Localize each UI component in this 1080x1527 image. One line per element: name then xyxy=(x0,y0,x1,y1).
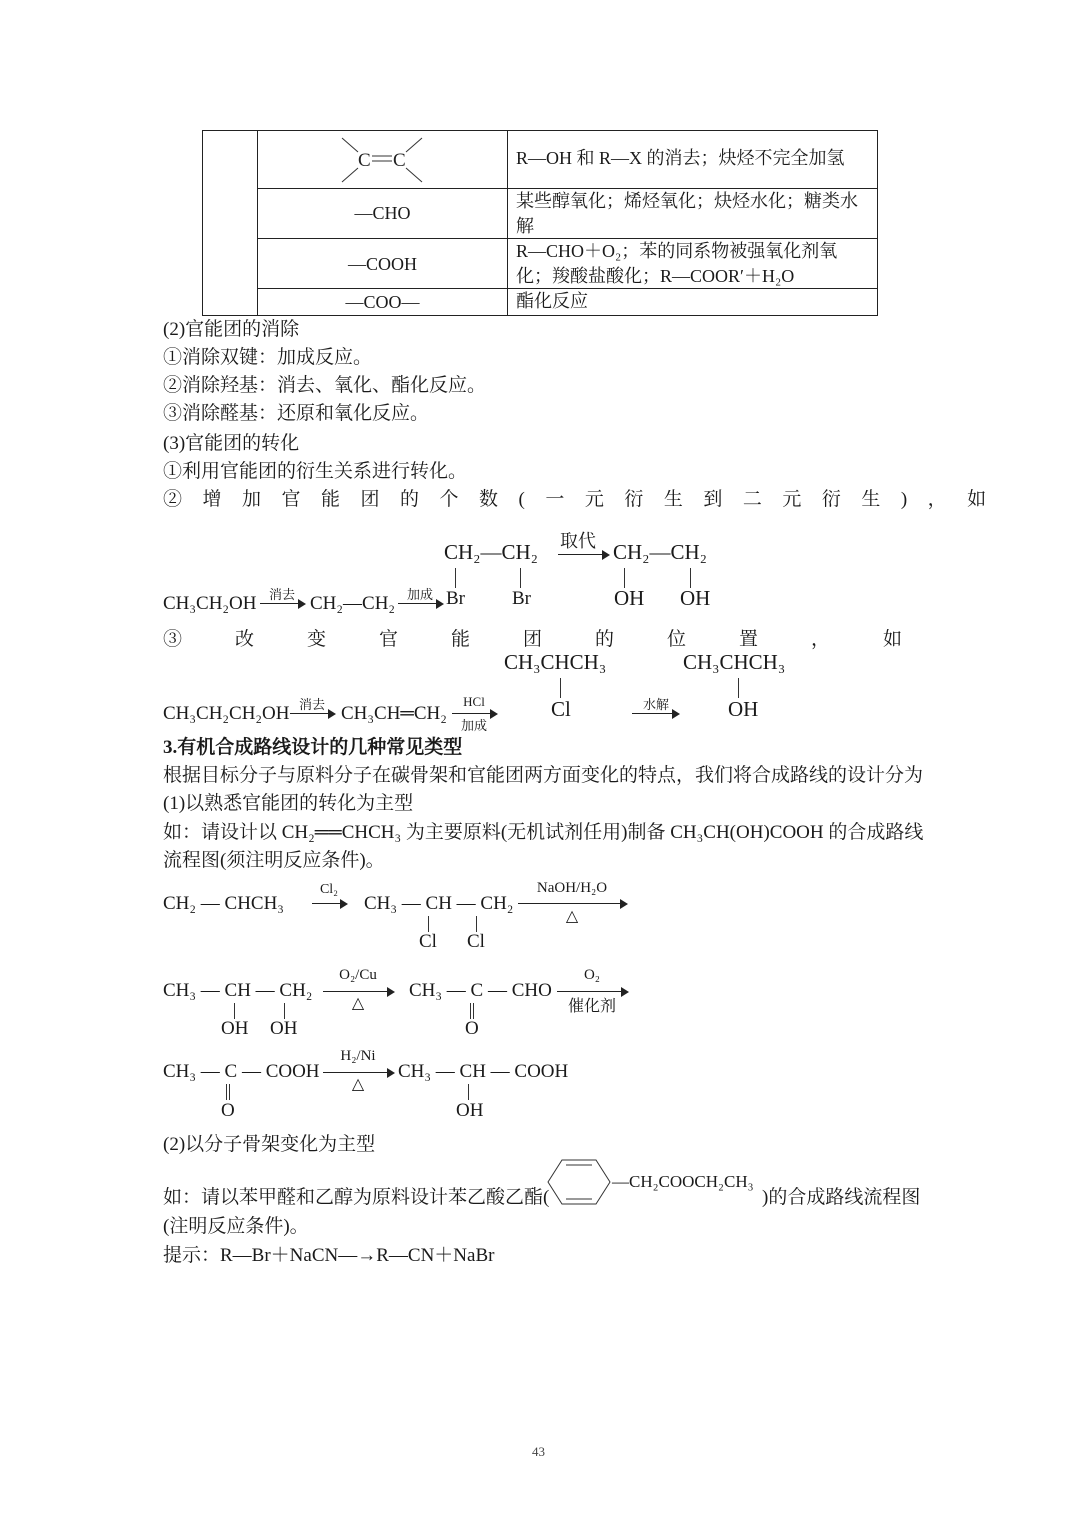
hint: 提示：R—Br＋NaCN—→R—CN＋NaBr xyxy=(163,1245,495,1266)
example-1-line-1: 如：请设计以 CH₂══CHCH₃ 为主要原料(无机试剂任用)制备 CH₃CH(OH)COOH 的合成路线 xyxy=(163,822,924,843)
section-2-item-3: ③消除醛基：还原和氧化反应。 xyxy=(163,403,430,424)
route-arrow-1 xyxy=(312,899,348,909)
eq2-arrow-2-bottom: 加成 xyxy=(460,718,487,733)
route-arrow-5-bottom: △ xyxy=(351,1076,365,1093)
eq1-arrow-2-label: 加成 xyxy=(406,587,433,602)
eq1-dibromo: CH₂—CH₂ xyxy=(444,540,538,564)
route-arrow-3-bottom: △ xyxy=(351,995,365,1012)
route-oh-2: OH xyxy=(270,1018,298,1039)
eq2-arrow-1-label: 消去 xyxy=(298,697,325,712)
route-cl-2: Cl xyxy=(467,931,485,952)
table-row-2-desc: 某些醇氧化；烯烃氧化；炔烃水化；糖类水解 xyxy=(516,191,858,236)
eq2-propene: CH₃CH═CH₂ xyxy=(341,703,447,724)
eq1-oh-1: OH xyxy=(614,586,645,610)
route-arrow-1-label: Cl₂ xyxy=(319,882,339,897)
type-1-title: (1)以熟悉官能团的转化为主型 xyxy=(163,793,414,814)
eq1-arrow-1-label: 消去 xyxy=(268,587,295,602)
table-row-3-desc: R—CHO＋O₂；苯的同系物被强氧化剂氧化；羧酸盐酸化；R—COOR′＋H₂O xyxy=(516,241,838,286)
example-2-substituent: —CH₂COOCH₂CH₃ xyxy=(612,1172,754,1191)
table-row-4-group: —COO— xyxy=(345,292,420,312)
route-arrow-3-top: O₂/Cu xyxy=(339,967,377,983)
eq1-ethene: CH₂—CH₂ xyxy=(310,593,396,614)
section-3-title: (3)官能团的转化 xyxy=(163,433,300,454)
route-o-2: O xyxy=(221,1100,235,1121)
route-propene: CH₂ — CHCH₃ xyxy=(163,893,284,914)
eq1-oh-2: OH xyxy=(680,586,711,610)
route-oh-3: OH xyxy=(456,1100,484,1121)
eq1-br-1: Br xyxy=(446,588,465,609)
section-3-item-1: ①利用官能团的衍生关系进行转化。 xyxy=(163,461,468,482)
route-o-1: O xyxy=(465,1018,479,1039)
eq1-arrow-3-label: 取代 xyxy=(560,531,596,551)
example-2-post: )的合成路线流程图 xyxy=(762,1187,921,1208)
route-arrow-2-top: NaOH/H₂O xyxy=(536,880,608,896)
type-2-title: (2)以分子骨架变化为主型 xyxy=(163,1134,376,1155)
alkene-structure xyxy=(332,132,432,188)
eq1-br-2: Br xyxy=(512,588,531,609)
route-oh-1: OH xyxy=(221,1018,249,1039)
route-arrow-2-bottom: △ xyxy=(565,908,579,925)
route-arrow-5-top: H₂/Ni xyxy=(340,1048,376,1064)
route-pyruvic-acid: CH₃ — C — COOH xyxy=(163,1061,320,1082)
section-3-item-3: ③改变官能团的位置，如 xyxy=(163,629,956,650)
table-row-2-group: —CHO xyxy=(354,203,411,223)
svg-text:C: C xyxy=(358,150,371,171)
eq2-propanol: CH₃CH₂CH₂OH xyxy=(163,703,290,724)
section-2-item-1: ①消除双键：加成反应。 xyxy=(163,347,373,368)
section-2-item-2: ②消除羟基：消去、氧化、酯化反应。 xyxy=(163,375,487,396)
eq2-chloropropane: CH₃CHCH₃ xyxy=(504,650,607,674)
section-3-intro: 根据目标分子与原料分子在碳骨架和官能团两方面变化的特点，我们将合成路线的设计分为 xyxy=(163,765,924,786)
table-row-4-desc: 酯化反应 xyxy=(516,291,588,311)
route-arrow-4-top: O₂ xyxy=(583,967,601,983)
section-2-title: (2)官能团的消除 xyxy=(163,319,300,340)
eq2-cl: Cl xyxy=(551,697,571,721)
section-heading-3: 3.有机合成路线设计的几种常见类型 xyxy=(163,737,463,758)
example-2-pre: 如：请以苯甲醛和乙醇为原料设计苯乙酸乙酯( xyxy=(163,1187,550,1208)
table-row-3-group: —COOH xyxy=(347,254,417,274)
route-pyruvaldehyde: CH₃ — C — CHO xyxy=(409,980,552,1001)
eq2-arrow-3-label: 水解 xyxy=(642,697,669,712)
route-arrow-4-bottom: 催化剂 xyxy=(567,998,616,1015)
benzene-ring-structure xyxy=(544,1157,614,1207)
page-number: 43 xyxy=(532,1444,545,1459)
route-propanediol: CH₃ — CH — CH₂ xyxy=(163,980,313,1001)
eq2-arrow-2-top: HCl xyxy=(463,694,485,709)
example-1-line-2: 流程图(须注明反应条件)。 xyxy=(163,850,385,871)
functional-group-table xyxy=(202,130,878,316)
eq2-oh: OH xyxy=(728,697,759,721)
svg-text:C: C xyxy=(393,150,406,171)
eq1-ethanol: CH₃CH₂OH xyxy=(163,593,257,614)
example-2-line-2: (注明反应条件)。 xyxy=(163,1216,309,1237)
section-3-item-2: ②增加官能团的个数(一元衍生到二元衍生)，如 xyxy=(163,489,1007,510)
route-lactic-acid: CH₃ — CH — COOH xyxy=(398,1061,569,1082)
eq1-diol: CH₂—CH₂ xyxy=(613,540,707,564)
table-row-1-desc: R—OH 和 R—X 的消去；炔烃不完全加氢 xyxy=(516,148,845,168)
route-dichloropropane: CH₃ — CH — CH₂ xyxy=(364,893,514,914)
eq2-isopropanol: CH₃CHCH₃ xyxy=(683,650,786,674)
route-cl-1: Cl xyxy=(419,931,437,952)
